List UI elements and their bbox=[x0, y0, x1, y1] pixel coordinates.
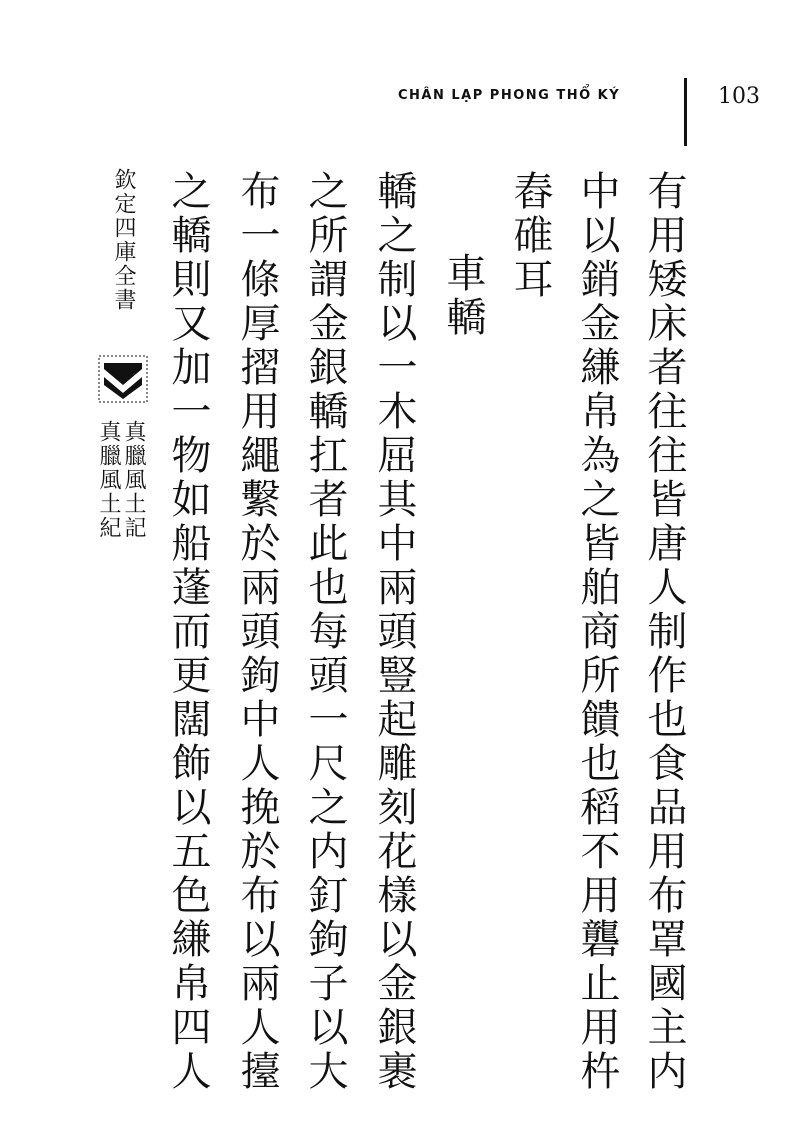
text-column-7: 布一條厚摺用繩繫於兩頭鉤中人挽於布以兩人擡 bbox=[234, 170, 280, 1094]
text-column-3: 舂碓耳 bbox=[507, 170, 553, 302]
text-column-8: 之轎則又加一物如船蓬而更闊飾以五色縑帛四人 bbox=[165, 170, 211, 1094]
header-divider bbox=[684, 78, 687, 146]
text-column-6: 之所謂金銀轎扛者此也每頭一尺之内釘鉤子以大 bbox=[302, 170, 348, 1094]
header-title: CHÂN LẠP PHONG THỔ KÝ bbox=[398, 88, 621, 103]
text-column-2: 中以銷金縑帛為之皆舶商所饋也稻不用礱止用杵 bbox=[574, 170, 620, 1094]
collection-label: 欽定四庫全書 bbox=[111, 168, 136, 312]
book-title-left: 真臘風土紀 bbox=[96, 420, 121, 540]
section-heading: 車轎 bbox=[440, 252, 486, 340]
text-column-1: 有用矮床者往往皆唐人制作也食品用布罩國主内 bbox=[641, 170, 687, 1094]
book-title-right: 真臘風土記 bbox=[121, 420, 146, 540]
fish-tail-mark-icon bbox=[98, 355, 148, 403]
text-column-5: 轎之制以一木屈其中兩頭豎起雕刻花樣以金銀裹 bbox=[371, 170, 417, 1094]
page-number: 103 bbox=[718, 84, 760, 109]
